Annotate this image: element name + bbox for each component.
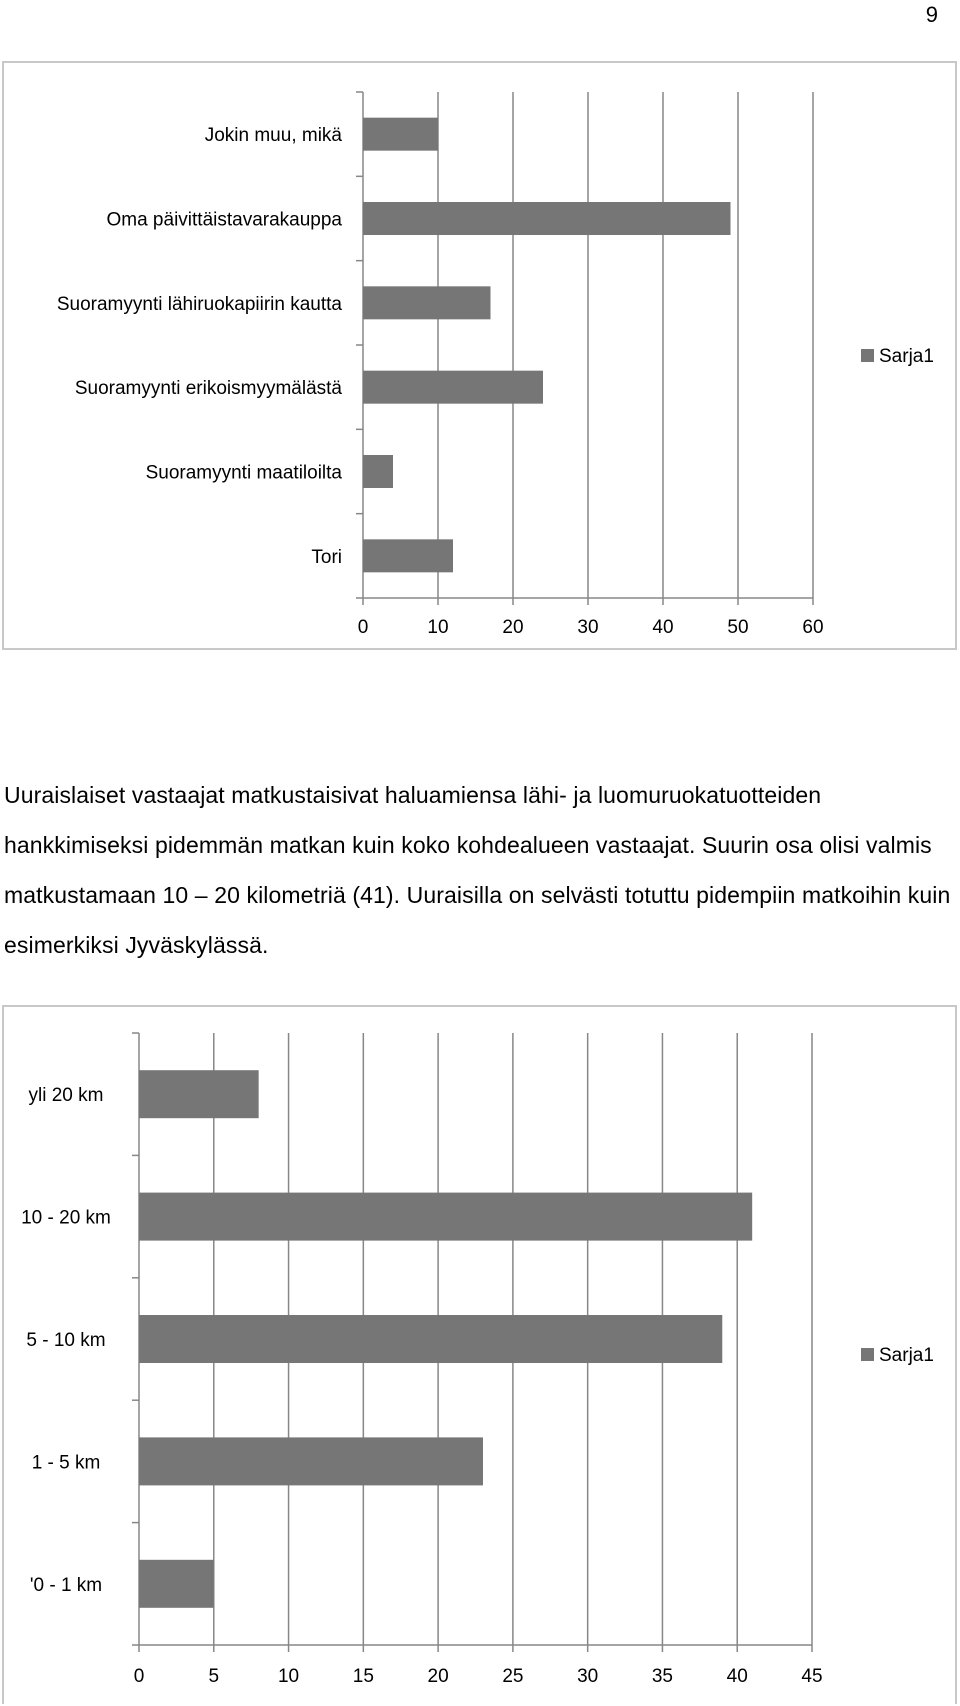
purchase-channel-chart xyxy=(2,61,957,650)
chart2-legend-swatch xyxy=(861,1348,874,1361)
chart1-bar xyxy=(363,202,731,235)
chart2-tick-label: 45 xyxy=(801,1666,823,1687)
chart2-category-label: 1 - 5 km xyxy=(31,1452,101,1474)
chart2-tick-label: 10 xyxy=(277,1666,300,1687)
chart2-category-label: '0 - 1 km xyxy=(29,1574,103,1596)
travel-distance-chart-svg xyxy=(4,1007,955,1706)
chart1-category-label: Suoramyynti erikoismyymälästä xyxy=(74,378,342,400)
purchase-channel-chart-svg xyxy=(4,63,955,648)
body-paragraph: Uuraislaiset vastaajat matkustaisivat haluamiensa lähi- ja luomuruokatuotteiden hankkimiseksi pidemmän matkan kuin koko kohdealueen vastaajat. Suurin osa olisi valmis matkustamaan 10 – 20 kilometriä (41). Uuraisilla on selvästi totuttu pidempiin matkoihin kuin esimerkiksi Jyväskylässä. xyxy=(4,782,951,958)
chart2-tick-label: 35 xyxy=(651,1666,674,1687)
chart1-bar xyxy=(363,539,453,572)
chart2-bar xyxy=(139,1437,483,1485)
chart1-bar xyxy=(363,286,491,319)
chart1-tick-label: 20 xyxy=(502,617,524,638)
chart1-legend-label: Sarja1 xyxy=(879,346,934,367)
chart2-tick-label: 25 xyxy=(502,1666,524,1687)
chart2-tick-label: 40 xyxy=(726,1666,748,1687)
chart2-tick-label: 15 xyxy=(352,1666,374,1687)
travel-distance-chart xyxy=(2,1005,957,1704)
chart2-bar xyxy=(139,1315,722,1363)
chart2-category-label: yli 20 km xyxy=(28,1085,104,1107)
chart1-bar xyxy=(363,118,438,151)
page-number: 9 xyxy=(925,2,938,27)
chart1-category-label: Oma päivittäistavarakauppa xyxy=(106,209,342,231)
chart1-bar xyxy=(363,455,393,488)
chart1-legend-swatch xyxy=(861,349,874,362)
chart1-tick-label: 50 xyxy=(727,617,749,638)
chart2-tick-label: 20 xyxy=(427,1666,449,1687)
chart2-bar xyxy=(139,1070,259,1118)
chart1-category-label: Suoramyynti lähiruokapiirin kautta xyxy=(56,293,342,315)
chart1-category-label: Jokin muu, mikä xyxy=(204,125,342,147)
chart1-category-label: Tori xyxy=(311,546,342,568)
chart1-tick-label: 30 xyxy=(577,617,599,638)
chart1-tick-label: 0 xyxy=(357,617,369,638)
chart2-tick-label: 30 xyxy=(577,1666,599,1687)
chart2-tick-label: 0 xyxy=(133,1666,145,1687)
chart2-category-label: 5 - 10 km xyxy=(26,1330,106,1351)
chart1-tick-label: 60 xyxy=(802,617,824,638)
chart1-tick-label: 40 xyxy=(652,617,674,638)
chart1-category-label: Suoramyynti maatiloilta xyxy=(145,462,342,484)
chart1-bar xyxy=(363,371,543,404)
chart2-bar xyxy=(139,1560,214,1608)
chart2-legend-label: Sarja1 xyxy=(879,1345,934,1366)
chart2-bar xyxy=(139,1193,752,1241)
chart2-tick-label: 5 xyxy=(208,1666,220,1687)
chart2-category-label: 10 - 20 km xyxy=(21,1207,111,1229)
chart1-tick-label: 10 xyxy=(427,617,449,638)
